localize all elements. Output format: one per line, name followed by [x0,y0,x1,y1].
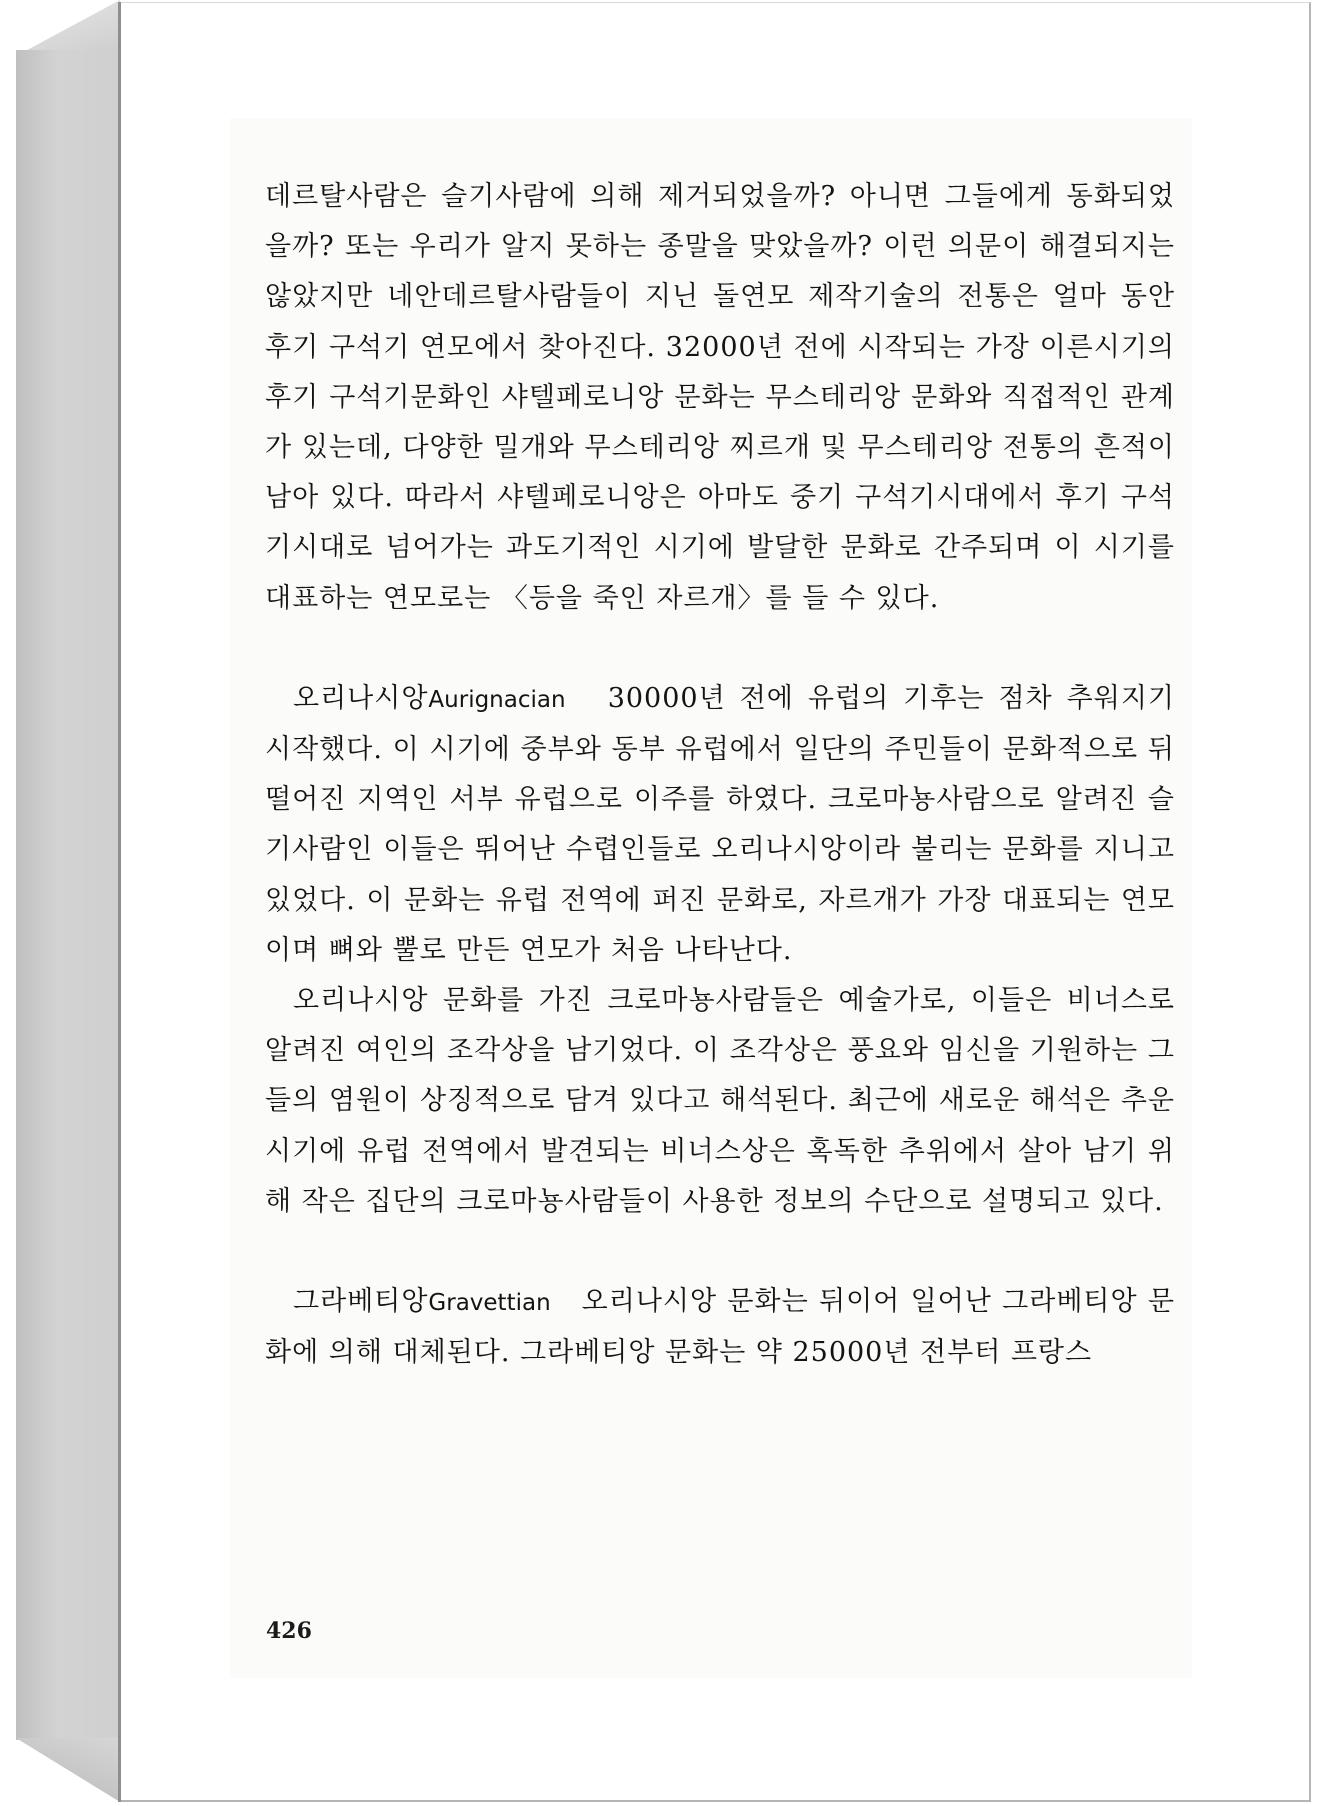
page-body [265,172,1175,1378]
book-spine-bottom [16,1738,120,1802]
book-spine-top [16,0,120,56]
paragraph-4: 그라베티앙Gravettian 오리나시앙 문화는 뒤이어 일어난 그라베티앙 문화에 의해 대체된다. 그라베티앙 문화는 약 25000년 전부터 프랑스 [265,1286,1175,1369]
paragraph-3: 오리나시앙 문화를 가진 크로마뇽사람들은 예술가로, 이들은 비너스로 알려진 여인의 조각상을 남기었다. 이 조각상은 풍요와 임신을 기원하는 그들의 염원이 상징적으로 담겨 있다고 해석된다. 최근에 새로운 해석은 추운 시기에 유럽 전역에서 발견되는 비너스상은 혹독한 추위에서 살아 남기 위해 작은 집단의 크로마뇽사람들이 사용한 정보의 수단으로 설명되고 있다. [265,985,1175,1217]
section-heading-gravettian: 그라베티앙Gravettian [293,1286,551,1318]
section-heading-aurignacian: 오리나시앙Aurignacian [293,682,566,714]
section-gap [265,1227,1175,1277]
paragraph-2: 오리나시앙Aurignacian 30000년 전에 유럽의 기후는 점차 추워지기 시작했다. 이 시기에 중부와 동부 유럽에서 일단의 주민들이 문화적으로 뒤떨어진 지역인 서부 유럽으로 이주를 하였다. 크로마뇽사람으로 알려진 슬기사람인 이들은 뛰어난 수렵인들로 오리나시앙이라 불리는 문화를 지니고 있었다. 이 문화는 유럽 전역에 퍼진 문화로, 자르개가 가장 대표되는 연모이며 뼈와 뿔로 만든 연모가 처음 나타난다. [265,682,1175,966]
page-number: 426 [266,1618,312,1644]
book-spine [16,50,120,1740]
paragraph-1: 데르탈사람은 슬기사람에 의해 제거되었을까? 아니면 그들에게 동화되었을까? 또는 우리가 알지 못하는 종말을 맞았을까? 이런 의문이 해결되지는 않았지만 네안데르탈사람들이 지닌 돌연모 제작기술의 전통은 얼마 동안 후기 구석기 연모에서 찾아진다. 32000년 전에 시작되는 가장 이른시기의 후기 구석기문화인 샤텔페로니앙 문화는 무스테리앙 문화와 직접적인 관계가 있는데, 다양한 밀개와 무스테리앙 찌르개 및 무스테리앙 전통의 흔적이 남아 있다. 따라서 샤텔페로니앙은 아마도 중기 구석기시대에서 후기 구석기시대로 넘어가는 과도기적인 시기에 발달한 문화로 간주되며 이 시기를 대표하는 연모로는 〈등을 죽인 자르개〉를 들 수 있다. [265,181,1175,614]
section-gap [265,624,1175,674]
